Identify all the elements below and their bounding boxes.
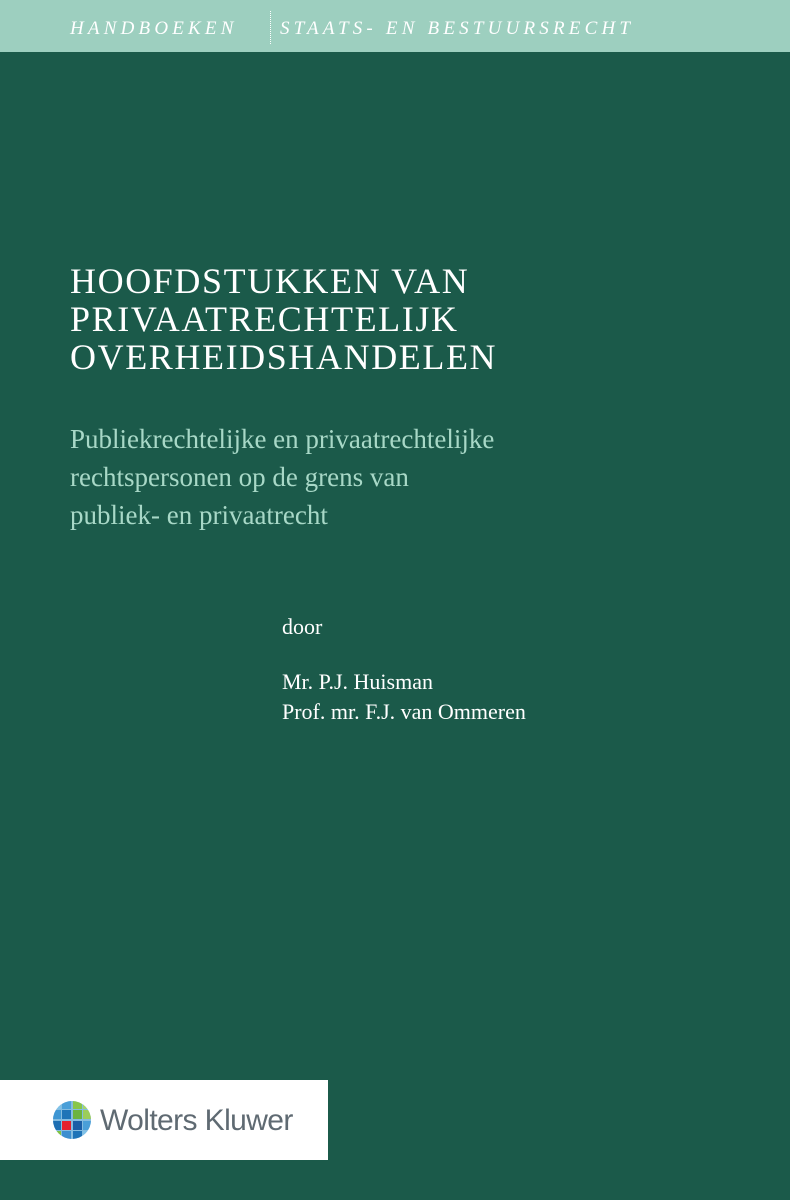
series-label-staats-bestuursrecht: STAATS- EN BESTUURSRECHT (280, 18, 635, 39)
series-label-handboeken: HANDBOEKEN (70, 18, 238, 39)
book-subtitle-line: publiek- en privaatrecht (70, 500, 328, 530)
wolters-kluwer-logo-icon (52, 1100, 92, 1140)
publisher-name: Wolters Kluwer (100, 1104, 293, 1137)
book-subtitle-line: rechtspersonen op de grens van (70, 462, 409, 492)
book-title (70, 262, 497, 376)
book-title-line: PRIVAATRECHTELIJK (70, 299, 459, 339)
byline-door: door (282, 614, 323, 639)
book-title-line: OVERHEIDSHANDELEN (70, 337, 498, 377)
book-title-line: HOOFDSTUKKEN VAN (70, 261, 470, 301)
author-list (282, 667, 526, 727)
book-subtitle (70, 420, 494, 534)
author-name: Prof. mr. F.J. van Ommeren (282, 699, 526, 724)
series-band (0, 0, 790, 52)
author-name: Mr. P.J. Huisman (282, 669, 433, 694)
book-subtitle-line: Publiekrechtelijke en privaatrechtelijke (70, 424, 495, 454)
publisher-logo-box (0, 1080, 328, 1160)
series-divider (270, 11, 271, 44)
